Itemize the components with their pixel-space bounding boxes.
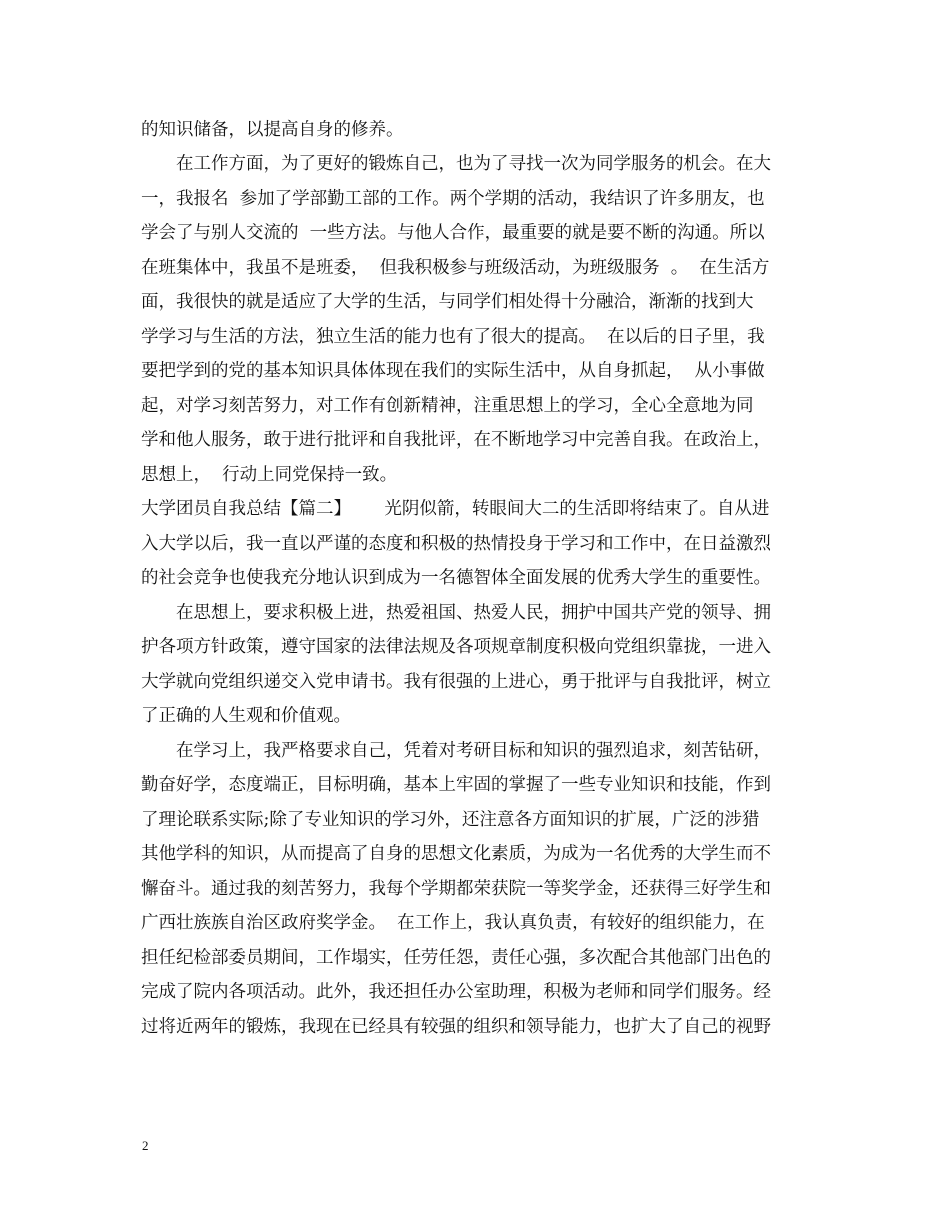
text-line: 护各项方针政策，遵守国家的法律法规及各项规章制度积极向党组织靠拢，一进入 xyxy=(141,637,771,657)
text-line: 在班集体中，我虽不是班委， 但我积极参与班级活动，为班级服务 。 在生活方 xyxy=(141,258,770,278)
text-line: 其他学科的知识，从而提高了自身的思想文化素质，为成为一名优秀的大学生而不 xyxy=(141,844,771,864)
text-line: 了正确的人生观和价值观。 xyxy=(141,706,351,726)
text-line: 要把学到的党的基本知识具体体现在我们的实际生活中，从自身抓起， 从小事做 xyxy=(141,361,765,381)
text-line: 在学习上，我严格要求自己，凭着对考研目标和知识的强烈追求，刻苦钻研， xyxy=(141,741,771,761)
text-line: 面，我很快的就是适应了大学的生活，与同学们相处得十分融洽，渐渐的找到大 xyxy=(141,292,754,312)
text-line: 一，我报名 参加了学部勤工部的工作。两个学期的活动，我结识了许多朋友，也 xyxy=(141,189,765,209)
text-line: 在工作方面，为了更好的锻炼自己，也为了寻找一次为同学服务的机会。在大 xyxy=(141,154,771,174)
text-line: 学会了与别人交流的 一些方法。与他人合作，最重要的就是要不断的沟通。所以 xyxy=(141,223,765,243)
text-line: 学学习与生活的方法，独立生活的能力也有了很大的提高。 在以后的日子里，我 xyxy=(141,327,765,347)
text-line: 担任纪检部委员期间，工作塌实，任劳任怨，责任心强，多次配合其他部门出色的 xyxy=(141,948,771,968)
text-line: 过将近两年的锻炼，我现在已经具有较强的组织和领导能力，也扩大了自己的视野 xyxy=(141,1017,771,1037)
text-line: 学和他人服务，敢于进行批评和自我批评，在不断地学习中完善自我。在政治上， xyxy=(141,430,771,450)
text-line: 广西壮族族自治区政府奖学金。 在工作上，我认真负责，有较好的组织能力，在 xyxy=(141,913,765,933)
text-line: 起，对学习刻苦努力，对工作有创新精神，注重思想上的学习，全心全意地为同 xyxy=(141,396,754,416)
text-line: 思想上， 行动上同党保持一致。 xyxy=(141,465,398,485)
text-line: 完成了院内各项活动。此外，我还担任办公室助理，积极为老师和同学们服务。经 xyxy=(141,982,771,1002)
text-line: 在思想上，要求积极上进，热爱祖国、热爱人民，拥护中国共产党的领导、拥 xyxy=(141,603,771,623)
text-line: 入大学以后，我一直以严谨的态度和积极的热情投身于学习和工作中，在日益激烈 xyxy=(141,534,771,554)
text-line: 的社会竞争也使我充分地认识到成为一名德智体全面发展的优秀大学生的重要性。 xyxy=(141,568,771,588)
text-line: 了理论联系实际;除了专业知识的学习外，还注意各方面知识的扩展，广泛的涉猎 xyxy=(141,810,760,830)
text-line: 大学就向党组织递交入党申请书。我有很强的上进心，勇于批评与自我批评，树立 xyxy=(141,672,771,692)
page-number: 2 xyxy=(142,1138,149,1153)
text-line: 勤奋好学，态度端正，目标明确，基本上牢固的掌握了一些专业知识和技能，作到 xyxy=(141,775,771,795)
text-line: 懈奋斗。通过我的刻苦努力，我每个学期都荣获院一等奖学金，还获得三好学生和 xyxy=(141,879,771,899)
section-heading-line: 大学团员自我总结【篇二】 光阴似箭，转眼间大二的生活即将结束了。自从进 xyxy=(141,499,770,519)
text-line: 的知识储备，以提高自身的修养。 xyxy=(141,120,404,140)
